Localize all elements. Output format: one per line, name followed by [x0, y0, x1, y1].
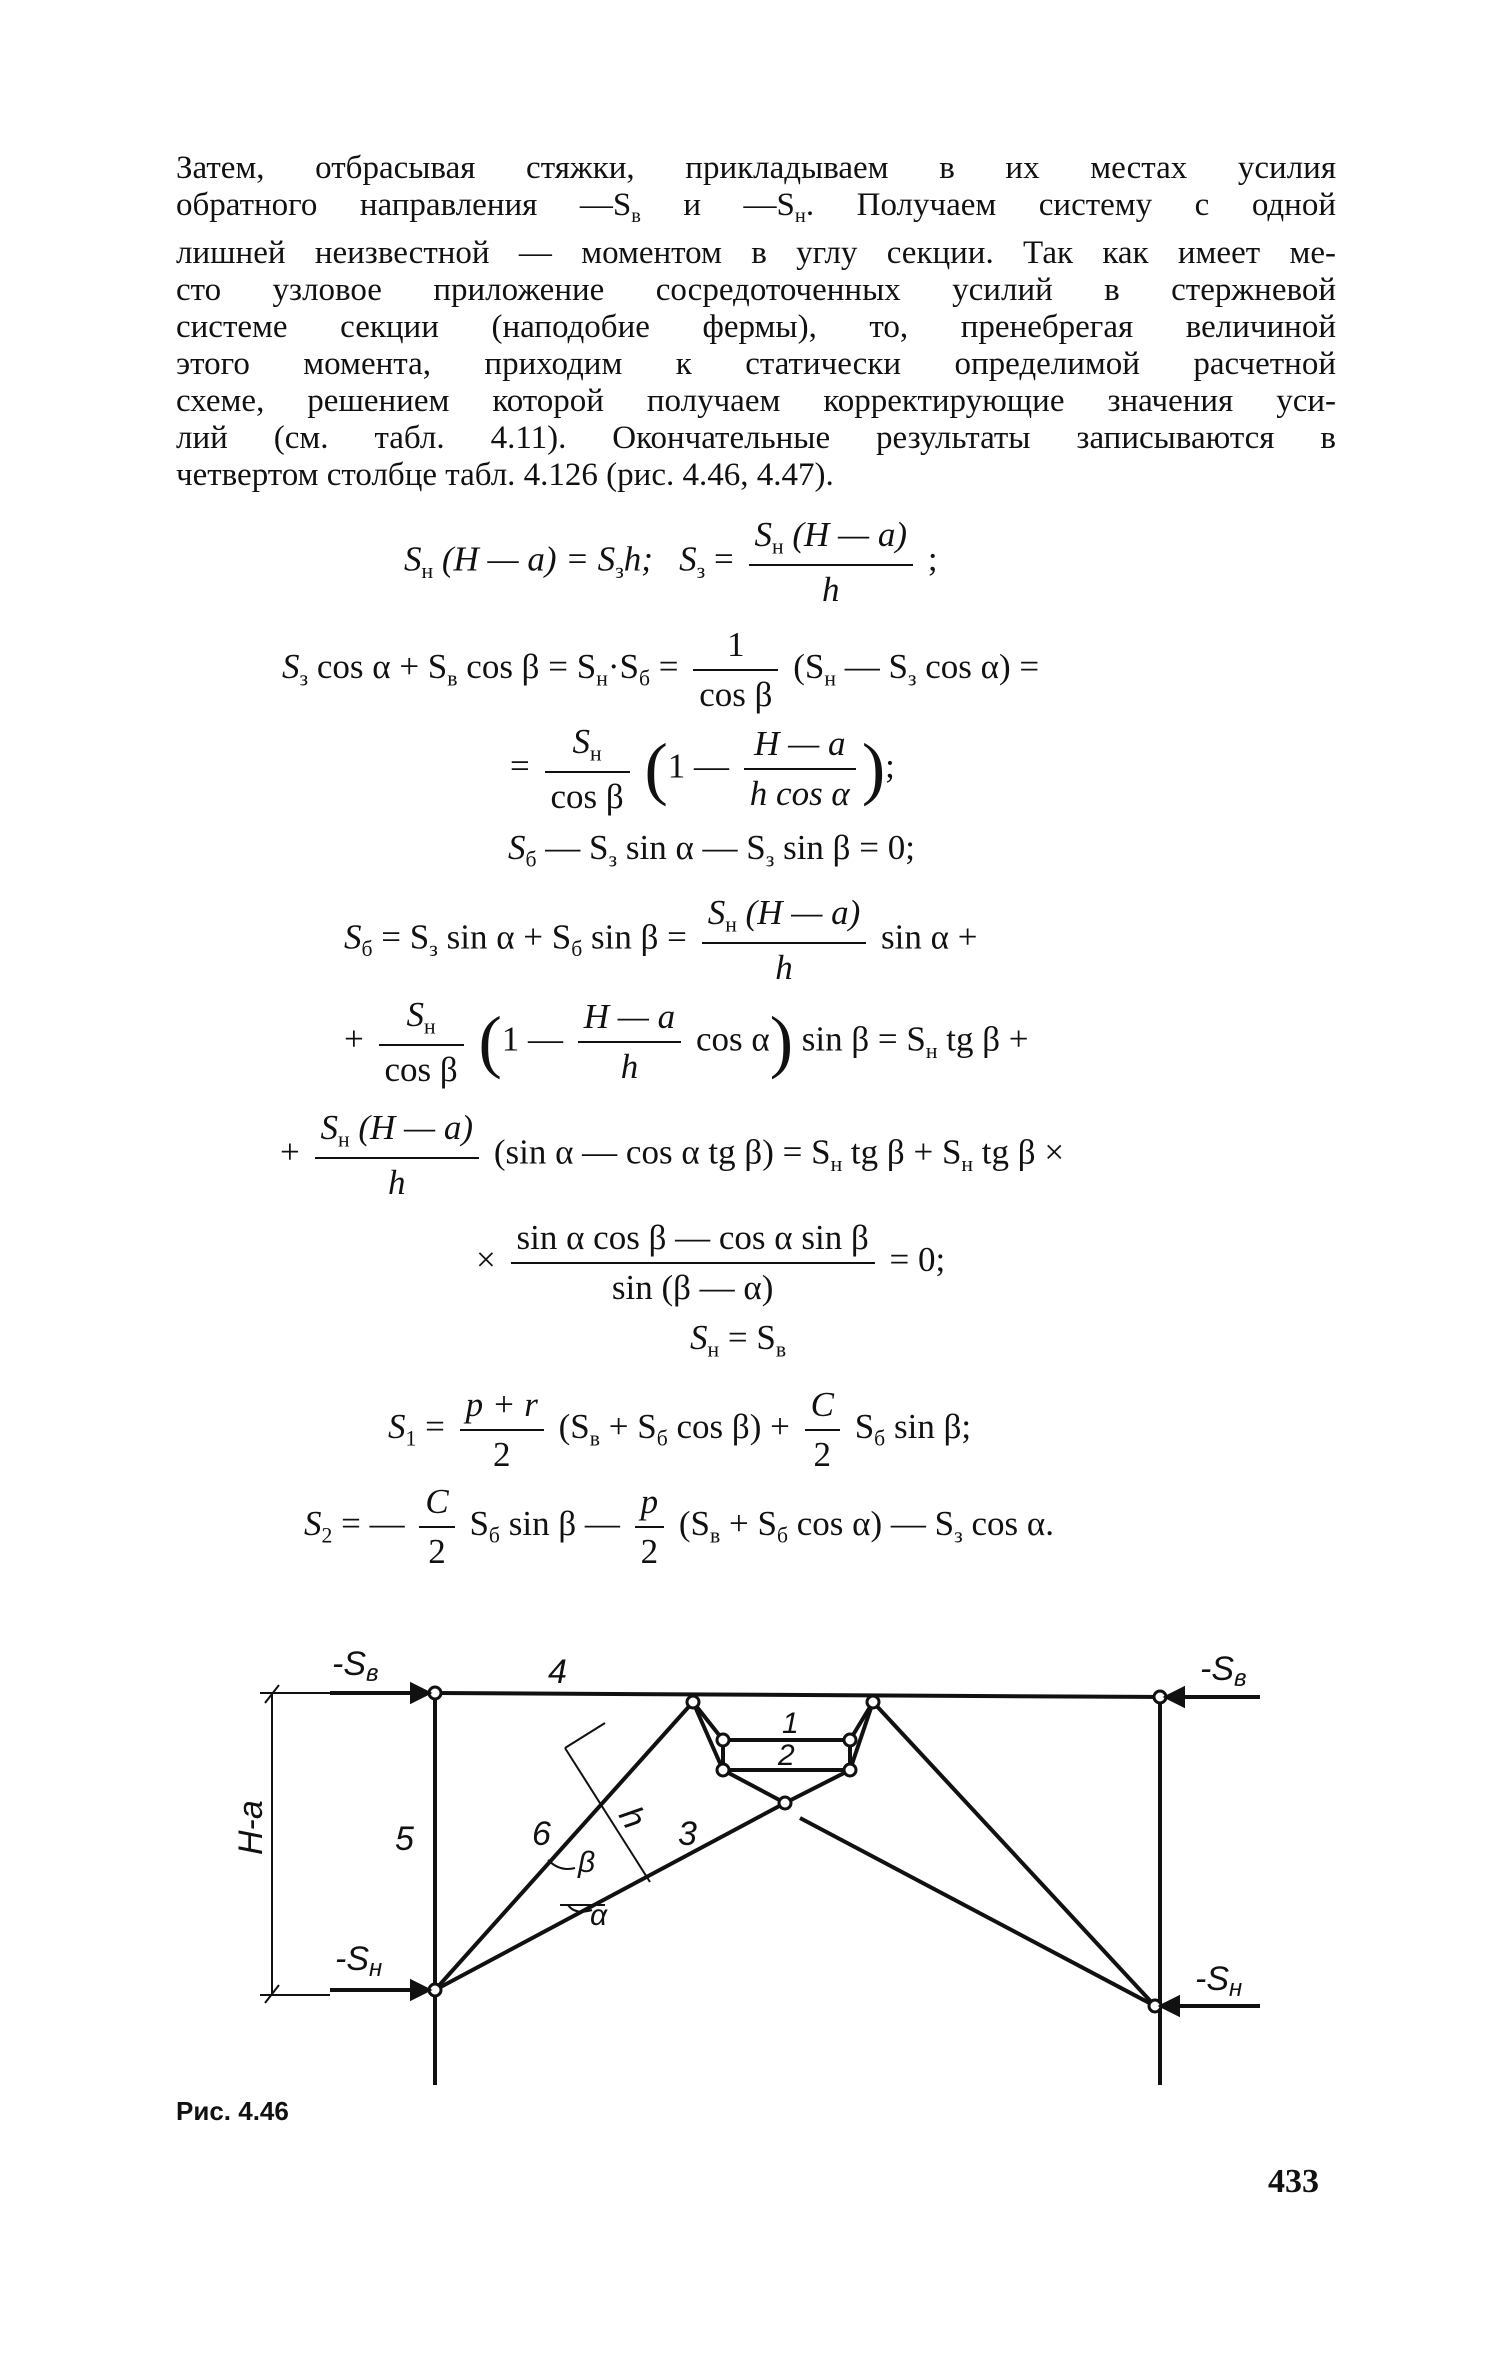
- label-sv-right: -Sв: [1200, 1650, 1247, 1692]
- text-line: схеме, решением которой получаем корректирующие значения уси-: [176, 383, 1336, 420]
- label-sv-left: -Sв: [332, 1645, 379, 1687]
- equation-11: $S_2$ = — $\frac{C}{2}$ $S_б$ sin β — $\frac{p}{2}$ ($S_в + S_б$ cos α) — $S_з$ cos α.: [304, 1482, 1054, 1571]
- label-dim: H-a: [232, 1800, 270, 1855]
- label-member-6: 6: [532, 1815, 551, 1853]
- text-line: этого момента, приходим к статически определимой расчетной: [176, 346, 1336, 383]
- equation-3: = $\frac{S_н}{\text{cos β}}$ (1 — $\frac{H — a}{\text{h cos α}}$ );: [510, 722, 895, 816]
- label-sn-right: -Sн: [1195, 1960, 1243, 2002]
- member-right-diagonal: [873, 1702, 1155, 2006]
- equation-6: + $\frac{S_н}{\text{cos β}}$ (1 — $\frac{H — a}{h}$ cos α) $\sin \beta = S_н$ tg β +: [344, 995, 1029, 1089]
- member-3: [435, 1803, 785, 1990]
- text-line: сто узловое приложение сосредоточенных усилий в стержневой: [176, 272, 1336, 309]
- label-sn-left: -Sн: [335, 1940, 383, 1982]
- text-line: системе секции (наподобие фермы), то, пренебрегая величиной: [176, 309, 1336, 346]
- equation-4: $S_б$ — $S_з$ sin α — $S_з$ sin β = 0;: [508, 828, 915, 872]
- equation-2: $S_з$ $\cos \alpha + S_в$ $\cos \beta = S_н\cdot S_б$ = $\frac{1}{\text{cos β}}$ ($S_н$ — $S_з$ cos α) =: [282, 625, 1040, 714]
- label-member-4: 4: [548, 1653, 567, 1691]
- text-line: лишней неизвестной — моментом в углу секции. Так как имеет ме-: [176, 235, 1336, 272]
- equation-1: $S_н$ (H — $a) = S_зh$; $S_з$ = $\frac{S_н (H — a)}{h}$ ;: [404, 515, 938, 609]
- label-beta: β: [578, 1846, 596, 1879]
- member-6: [435, 1702, 693, 1990]
- text-line: лий (см. табл. 4.11). Окончательные результаты записываются в: [176, 420, 1336, 457]
- member-right-lower: [800, 1818, 1155, 2006]
- text-line: обратного направления $—S_в$ и $—S_н$. Получаем систему с одной: [176, 187, 1336, 228]
- label-member-5: 5: [395, 1820, 414, 1858]
- text-line: Затем, отбрасывая стяжки, прикладываем в их местах усилия: [176, 150, 1336, 186]
- page-number: 433: [1268, 2163, 1319, 2200]
- text-line: четвертом столбце табл. 4.126 (рис. 4.46, 4.47).: [176, 457, 834, 494]
- equation-7: + $\frac{S_н (H — a)}{h}$ (sin α — cos α tg $\beta) = S_н$ tg $\beta + S_н$ tg β ×: [280, 1108, 1065, 1202]
- label-member-3: 3: [678, 1815, 697, 1853]
- figure-caption: Рис. 4.46: [176, 2096, 289, 2126]
- label-h: h: [611, 1800, 654, 1836]
- label-member-2: 2: [778, 1739, 795, 1772]
- equation-10: $S_1$ = $\frac{p + r}{2}$ ($S_в + S_б$ cos β) + $\frac{C}{2}$ $S_б$ sin β;: [388, 1385, 972, 1474]
- label-alpha: α: [590, 1899, 608, 1932]
- top-chord: [435, 1693, 1160, 1697]
- equation-8: × $\frac{\text{sin α cos β — cos α sin β}}{\sin (\beta — \alpha)}$ = 0;: [476, 1218, 946, 1307]
- label-member-1: 1: [782, 1707, 799, 1740]
- equation-9: $S_н = S_в$: [690, 1318, 787, 1362]
- equation-5: $S_б = S_з$ $\sin \alpha + S_б$ sin β = $\frac{S_н (H — a)}{h}$ sin α +: [344, 893, 978, 987]
